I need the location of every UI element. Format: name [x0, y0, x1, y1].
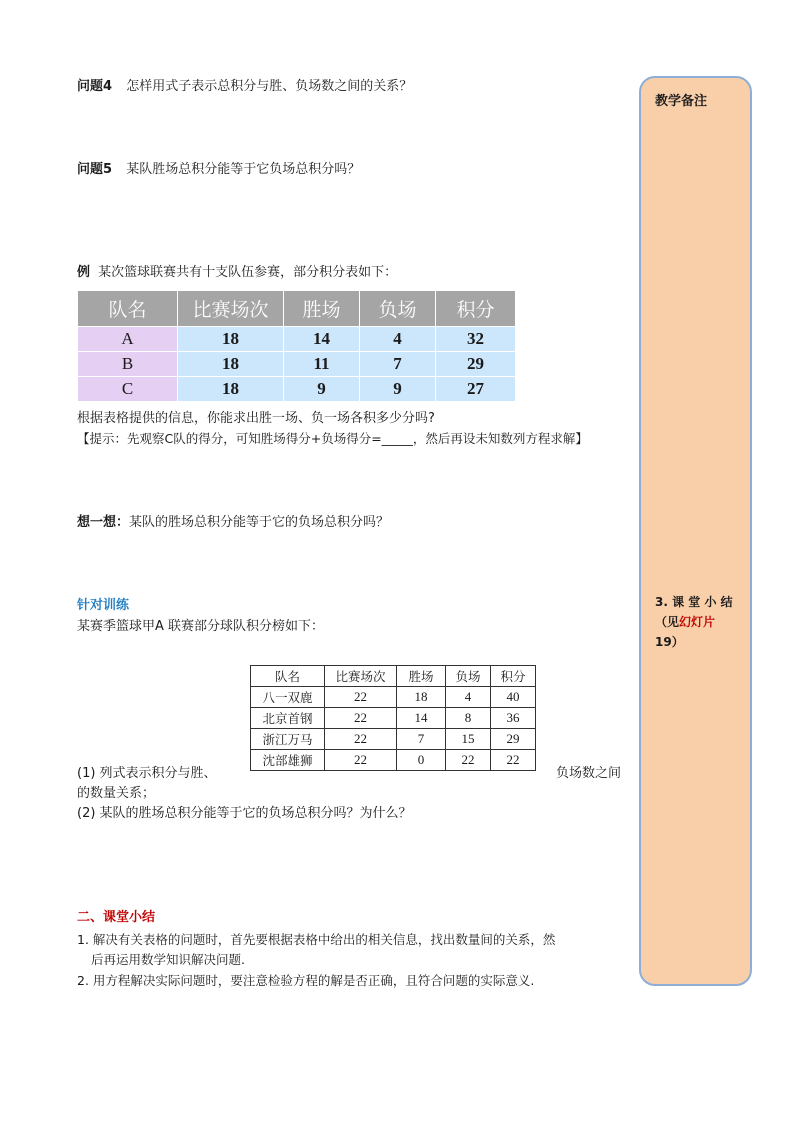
value-cell: 27: [436, 377, 516, 402]
value-cell: 32: [436, 327, 516, 352]
value-cell: 18: [178, 327, 284, 352]
team-cell: C: [78, 377, 178, 402]
value-cell: 36: [491, 708, 536, 729]
table-row: [78, 377, 516, 402]
example-hint: 【提示：先观察C队的得分，可知胜场得分+负场得分=_____，然后再设未知数列方程求解】: [77, 431, 588, 446]
question-5-text: 某队胜场总积分能等于它负场总积分吗？: [126, 162, 361, 177]
header-cell: 积分: [491, 666, 536, 687]
question-5-label: 问题5: [77, 162, 113, 177]
value-cell: 9: [360, 377, 436, 402]
team-cell: 北京首钢: [251, 708, 325, 729]
summary-item-1a: 1. 解决有关表格的问题时，首先要根据表格中给出的相关信息，找出数量间的关系，然: [77, 932, 556, 947]
table-row: [78, 327, 516, 352]
value-cell: 14: [284, 327, 360, 352]
training-q2: (2) 某队的胜场总积分能等于它的负场总积分吗？为什么？: [77, 806, 412, 821]
value-cell: 9: [284, 377, 360, 402]
header-cell: 比赛场次: [325, 666, 397, 687]
value-cell: 40: [491, 687, 536, 708]
team-cell: 八一双鹿: [251, 687, 325, 708]
example-question: 根据表格提供的信息，你能求出胜一场、负一场各积多少分吗?: [77, 411, 435, 426]
value-cell: 7: [360, 352, 436, 377]
team-cell: 浙江万马: [251, 729, 325, 750]
team-cell: B: [78, 352, 178, 377]
example-score-table: [77, 290, 516, 402]
header-cell: 胜场: [397, 666, 446, 687]
note-line-2: [655, 612, 743, 632]
training-title: 针对训练: [77, 598, 130, 613]
value-cell: 18: [397, 687, 446, 708]
header-cell: 队名: [78, 291, 178, 327]
team-cell: A: [78, 327, 178, 352]
example-label: 例: [77, 265, 91, 280]
value-cell: 22: [446, 750, 491, 771]
note-close: ）: [671, 635, 684, 649]
header-cell: 队名: [251, 666, 325, 687]
training-q1-cont: 的数量关系；: [77, 786, 156, 801]
value-cell: 4: [360, 327, 436, 352]
note-slide-number: 19: [655, 635, 672, 649]
training-intro: 某赛季篮球甲A 联赛部分球队积分榜如下：: [77, 619, 325, 634]
question-4-label: 问题4: [77, 79, 113, 94]
table-row: [251, 687, 536, 708]
header-cell: 积分: [436, 291, 516, 327]
value-cell: 22: [325, 687, 397, 708]
summary-item-2: 2. 用方程解决实际问题时，要注意检验方程的解是否正确，且符合问题的实际意义.: [77, 973, 535, 988]
think-text: 某队的胜场总积分能等于它的负场总积分吗？: [129, 515, 390, 530]
question-4-text: 怎样用式子表示总积分与胜、负场数之间的关系？: [126, 79, 413, 94]
value-cell: 0: [397, 750, 446, 771]
value-cell: 14: [397, 708, 446, 729]
value-cell: 18: [178, 352, 284, 377]
teaching-notes-panel: [639, 76, 752, 986]
value-cell: 29: [436, 352, 516, 377]
summary-title: 二、课堂小结: [77, 910, 156, 925]
note-slide: 幻灯片: [679, 615, 716, 629]
think-label: 想一想：: [77, 515, 130, 530]
header-cell: 负场: [446, 666, 491, 687]
header-cell: 胜场: [284, 291, 360, 327]
value-cell: 22: [325, 708, 397, 729]
table-header-row: [78, 291, 516, 327]
question-5: [77, 161, 360, 179]
think-prompt: [77, 514, 389, 532]
table-row: [78, 352, 516, 377]
team-cell: 沈部雄狮: [251, 750, 325, 771]
training-score-table: [250, 665, 536, 771]
question-4: [77, 78, 412, 96]
table-row: [251, 750, 536, 771]
training-q1-right: 负场数之间: [556, 766, 622, 781]
value-cell: 4: [446, 687, 491, 708]
training-q1-left: (1) 列式表示积分与胜、: [77, 766, 217, 781]
teaching-notes-title: 教学备注: [655, 94, 708, 109]
value-cell: 22: [325, 729, 397, 750]
teaching-note-summary: [655, 592, 743, 652]
summary-item-1b: 后再运用数学知识解决问题.: [91, 952, 245, 967]
value-cell: 29: [491, 729, 536, 750]
value-cell: 11: [284, 352, 360, 377]
value-cell: 15: [446, 729, 491, 750]
header-cell: 负场: [360, 291, 436, 327]
table-header-row: [251, 666, 536, 687]
note-see: （见: [655, 615, 680, 629]
example-intro-text: 某次篮球联赛共有十支队伍参赛，部分积分表如下：: [98, 265, 398, 280]
value-cell: 7: [397, 729, 446, 750]
example-intro: [77, 264, 397, 282]
note-line-1: 3. 课 堂 小 结: [655, 595, 733, 609]
note-line-3: [655, 632, 743, 652]
value-cell: 22: [325, 750, 397, 771]
table-row: [251, 708, 536, 729]
value-cell: 22: [491, 750, 536, 771]
value-cell: 8: [446, 708, 491, 729]
header-cell: 比赛场次: [178, 291, 284, 327]
value-cell: 18: [178, 377, 284, 402]
table-row: [251, 729, 536, 750]
